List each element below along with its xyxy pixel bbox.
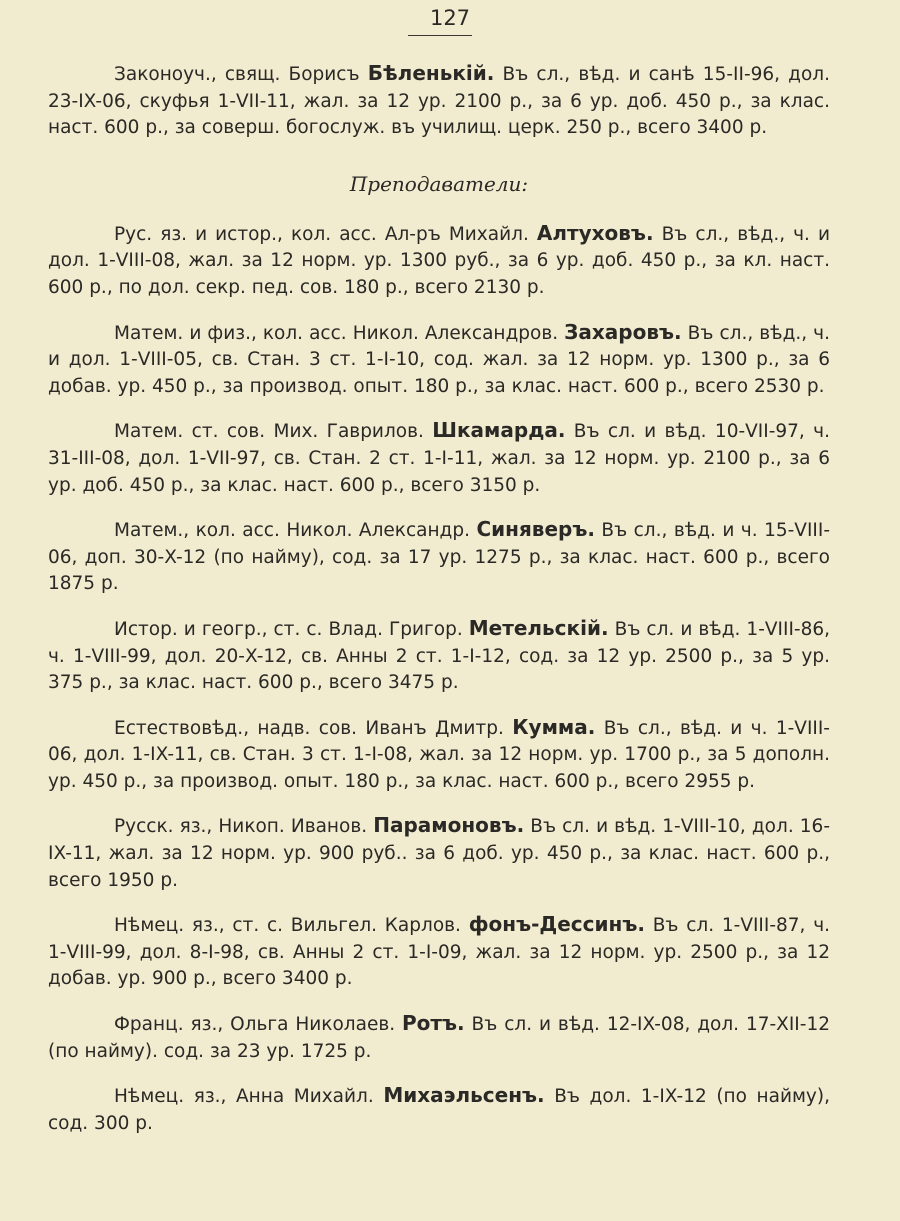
entry-law-teacher: Законоуч., свящ. Борисъ Бѣленькій. Въ сл., вѣд. и санѣ 15-II-96, дол. 23-IX-06, скуфья 1-VII-11, жал. за 12 ур. 2100 р., за 6 ур. доб. 450 р., за клас. наст. 600 р., за соверш. богослуж. въ училищ. церк. 250 р., всего 3400 р. xyxy=(48,61,830,139)
person-name: Шкамарда. xyxy=(432,418,566,443)
person-name: Захаровъ. xyxy=(564,319,682,344)
person-name: Михаэльсенъ. xyxy=(383,1083,545,1108)
person-name: Бѣленькій. xyxy=(367,61,495,85)
person-name: фонъ-Дессинъ. xyxy=(468,912,645,937)
teacher-entry: Русск. яз., Никоп. Иванов. Парамоновъ. Въ сл. и вѣд. 1-VIII-10, дол. 16-IX-11, жал. за 12 норм. ур. 900 руб.. за 6 доб. ур. 450 р., за клас. наст. 600 р., всего 1950 р. xyxy=(48,813,830,891)
person-name: Метельскій. xyxy=(468,615,609,640)
page-content xyxy=(48,60,830,1154)
person-name: Парамоновъ. xyxy=(373,813,525,838)
person-name: Ротъ. xyxy=(402,1011,465,1036)
teacher-entry: Рус. яз. и истор., кол. асс. Ал-ръ Михайл. Алтуховъ. Въ сл., вѣд., ч. и дол. 1-VIII-08, жал. за 12 норм. ур. 1300 руб., за 6 ур. доб. 450 р., за кл. наст. 600 р., по дол. секр. пед. сов. 180 р., всего 2130 р. xyxy=(48,220,830,298)
teacher-entry: Франц. яз., Ольга Николаев. Ротъ. Въ сл. и вѣд. 12-IX-08, дол. 17-XII-12 (по найму). сод. за 23 ур. 1725 р. xyxy=(48,1011,830,1062)
page-number-rule xyxy=(408,35,472,36)
page-number: 127 xyxy=(429,6,471,30)
teacher-entry: Матем. ст. сов. Мих. Гаврилов. Шкамарда. Въ сл. и вѣд. 10-VII-97, ч. 31-III-08, дол. 1-VII-97, св. Стан. 2 ст. 1-I-11, жал. за 12 норм. ур. 2100 р., за 6 ур. доб. 450 р., за клас. наст. 600 р., всего 3150 р. xyxy=(48,418,830,496)
teacher-entry: Матем. и физ., кол. асс. Никол. Александров. Захаровъ. Въ сл., вѣд., ч. и дол. 1-VIII-05, св. Стан. 3 ст. 1-I-10, сод. жал. за 12 норм. ур. 1300 р., за 6 добав. ур. 450 р., за производ. опыт. 180 р., за клас. наст. 600 р., всего 2530 р. xyxy=(48,319,830,397)
person-name: Алтуховъ. xyxy=(536,220,654,245)
section-heading: Преподаватели: xyxy=(349,171,529,196)
teacher-entry: Истор. и геогр., ст. с. Влад. Григор. Метельскій. Въ сл. и вѣд. 1-VIII-86, ч. 1-VIII-99, дол. 20-X-12, св. Анны 2 ст. 1-I-12, сод. за 12 ур. 2500 р., за 5 ур. 375 р., за клас. наст. 600 р., всего 3475 р. xyxy=(48,615,830,694)
person-name: Кумма. xyxy=(512,714,596,739)
teacher-entry: Матем., кол. асс. Никол. Александр. Синяверъ. Въ сл., вѣд. и ч. 15-VIII-06, доп. 30-X-12 (по найму), сод. за 17 ур. 1275 р., за клас. наст. 600 р., всего 1875 р. xyxy=(48,517,830,595)
person-name: Синяверъ. xyxy=(476,517,595,542)
teacher-entry: Нѣмец. яз., ст. с. Вильгел. Карлов. фонъ-Дессинъ. Въ сл. 1-VIII-87, ч. 1-VIII-99, дол. 8-I-98, св. Анны 2 ст. 1-I-09, жал. за 12 норм. ур. 2500 р., за 12 добав. ур. 900 р., всего 3400 р. xyxy=(48,912,831,990)
teacher-entry: Естествовѣд., надв. сов. Иванъ Дмитр. Кумма. Въ сл., вѣд. и ч. 1-VIII-06, дол. 1-IX-11, св. Стан. 3 ст. 1-I-08, жал. за 12 норм. ур. 1700 р., за 5 дополн. ур. 450 р., за производ. опыт. 180 р., за клас. наст. 600 р., всего 2955 р. xyxy=(48,714,830,792)
teacher-entry: Нѣмец. яз., Анна Михайл. Михаэльсенъ. Въ дол. 1-IX-12 (по найму), сод. 300 р. xyxy=(48,1083,830,1134)
